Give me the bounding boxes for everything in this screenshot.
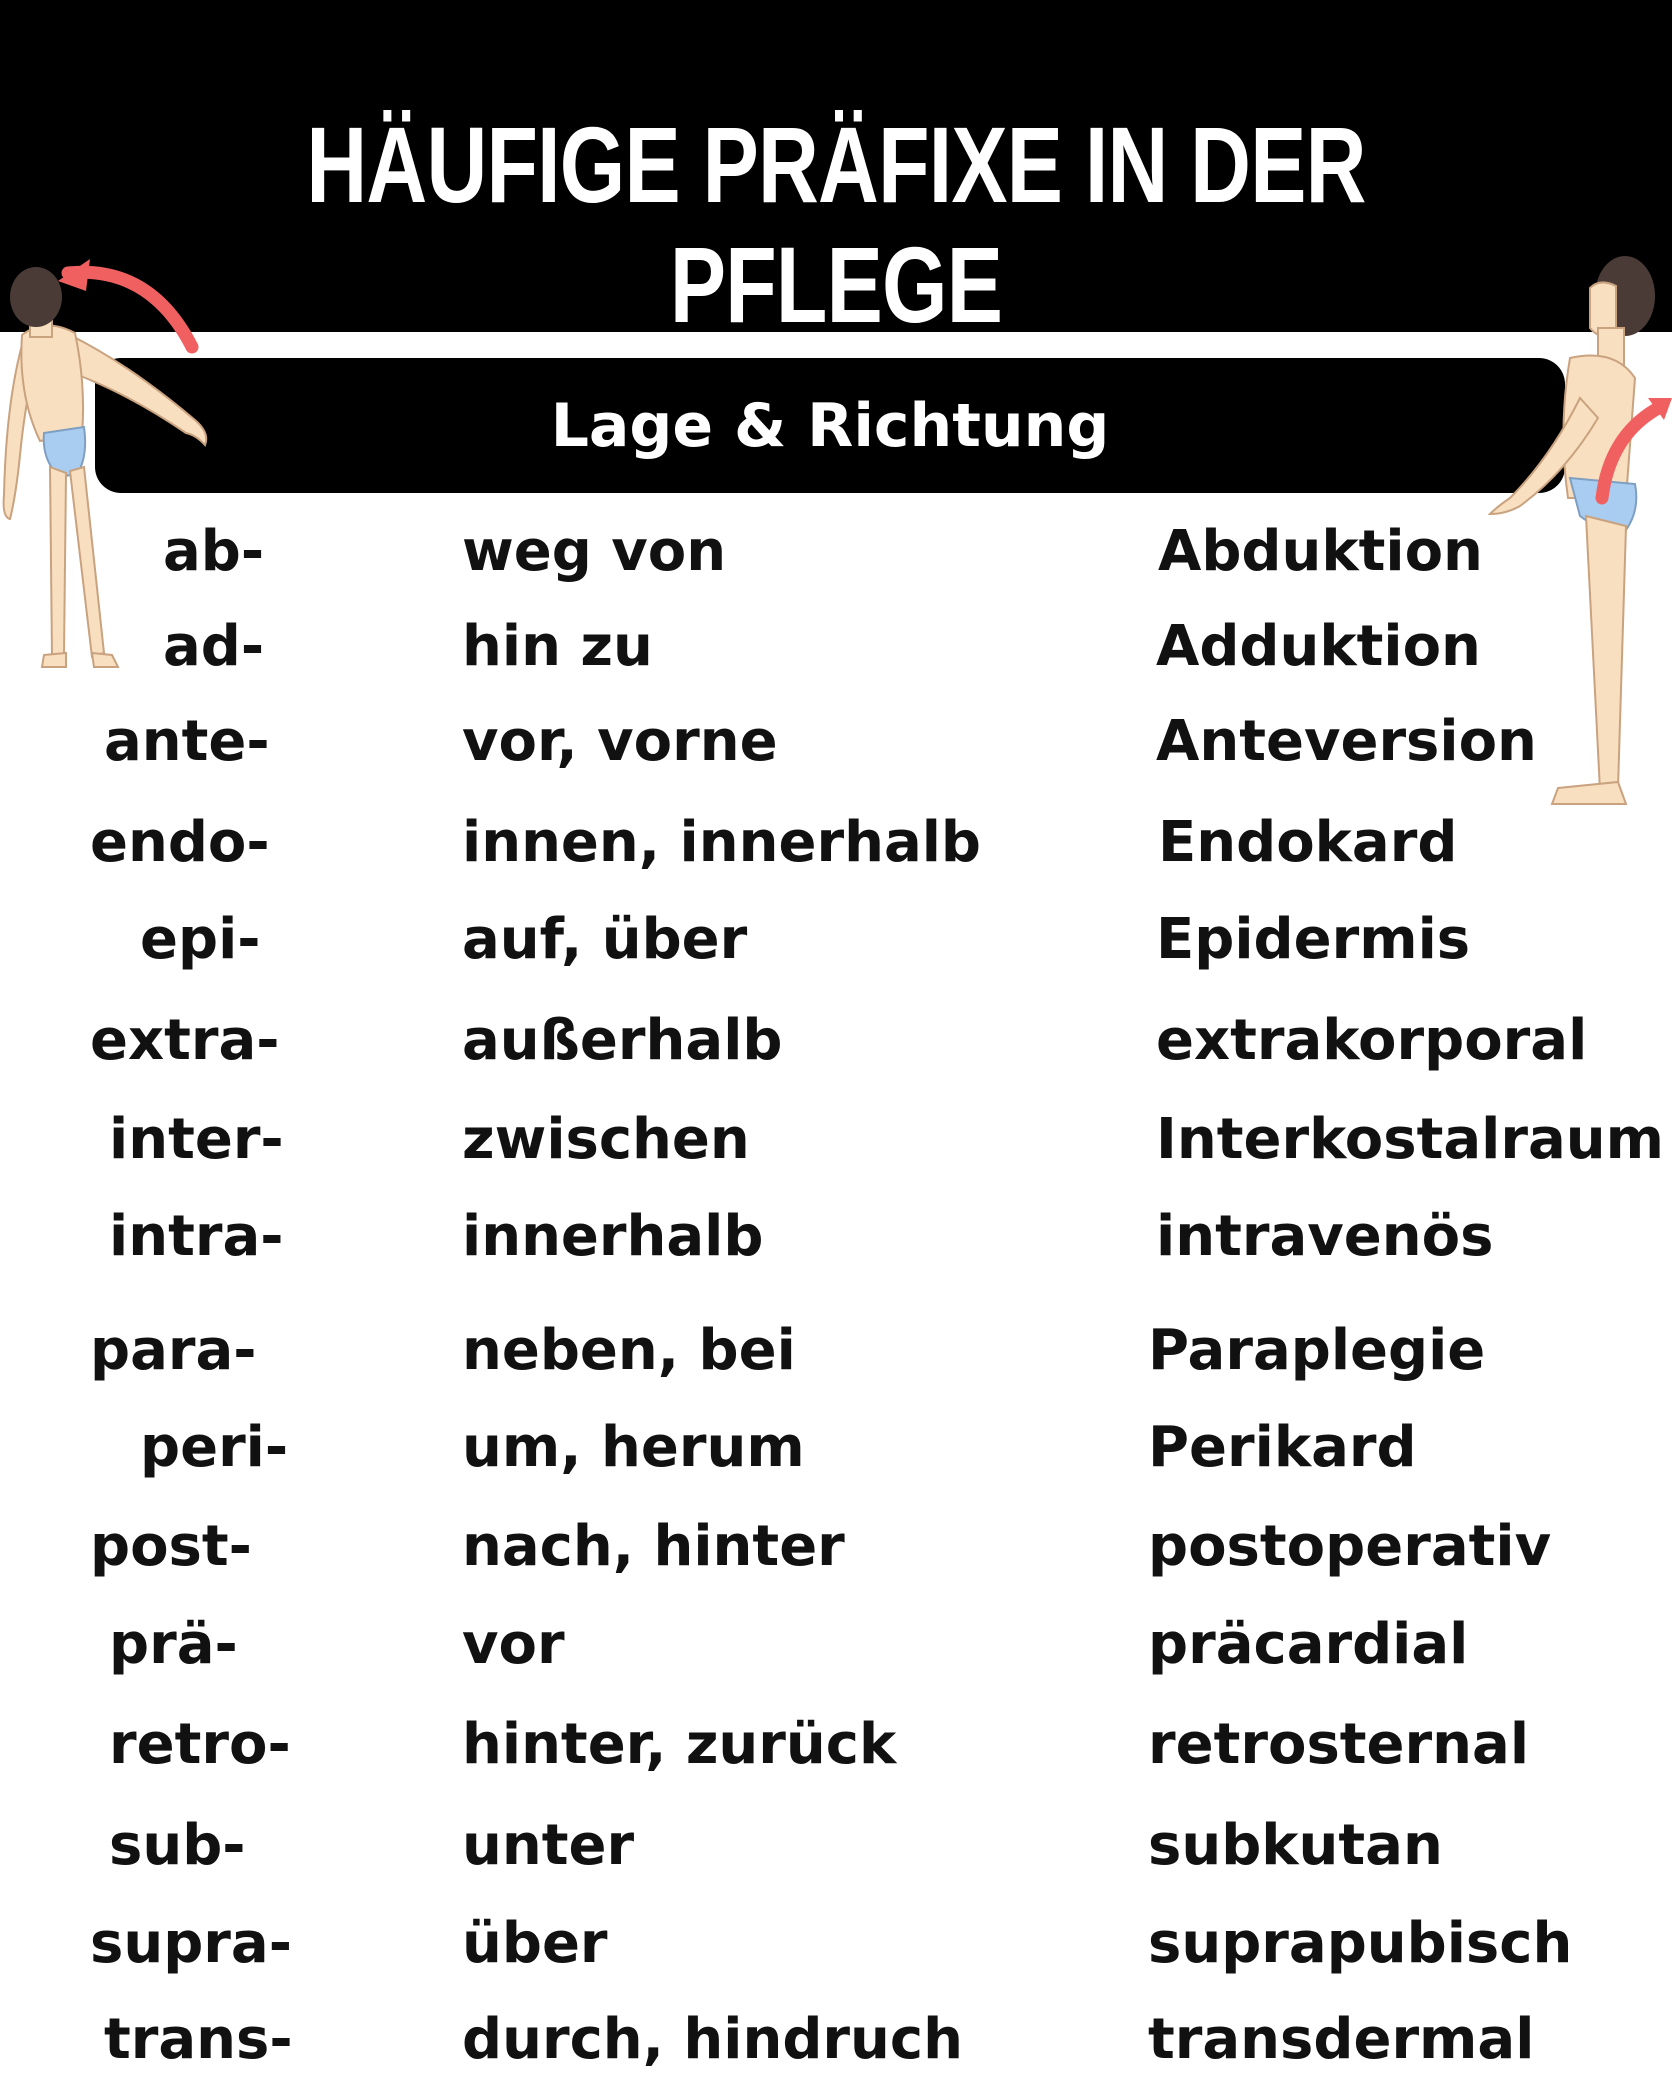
example-cell: Epidermis [1156,907,1471,972]
table-row [0,1001,1672,1081]
table-row [0,1605,1672,1685]
meaning-cell: vor, vorne [462,709,778,774]
prefix-cell: supra- [90,1911,292,1976]
section-title: Lage & Richtung [550,390,1110,461]
meaning-cell: vor [462,1612,565,1677]
table-row [0,1408,1672,1488]
example-cell: Endokard [1158,810,1458,875]
table-row [0,512,1672,592]
prefix-cell: ab- [163,519,265,584]
prefix-cell: extra- [90,1008,280,1073]
meaning-cell: hin zu [462,614,653,679]
meaning-cell: unter [462,1813,635,1878]
section-banner [95,358,1565,493]
example-cell: intravenös [1156,1204,1494,1269]
example-cell: postoperativ [1148,1514,1552,1579]
page-title: HÄUFIGE PRÄFIXE IN DER PFLEGE [306,104,1366,345]
meaning-cell: zwischen [462,1107,750,1172]
meaning-cell: nach, hinter [462,1514,845,1579]
example-cell: transdermal [1148,2007,1535,2072]
example-cell: Perikard [1148,1415,1417,1480]
table-row [0,1197,1672,1277]
example-cell: präcardial [1148,1612,1469,1677]
example-cell: extrakorporal [1156,1008,1588,1073]
prefix-cell: retro- [109,1712,291,1777]
table-row [0,803,1672,883]
meaning-cell: über [462,1911,608,1976]
title-header [0,0,1672,345]
example-cell: Adduktion [1156,614,1481,679]
prefix-cell: endo- [90,810,270,875]
table-row [0,1100,1672,1180]
prefix-cell: peri- [140,1415,289,1480]
prefix-cell: post- [90,1514,252,1579]
table-row [0,900,1672,980]
table-row [0,2000,1672,2080]
prefix-cell: ad- [163,614,265,679]
prefix-cell: prä- [109,1612,238,1677]
meaning-cell: innerhalb [462,1204,764,1269]
prefix-cell: epi- [140,907,261,972]
meaning-cell: weg von [462,519,727,584]
meaning-cell: hinter, zurück [462,1712,897,1777]
table-row [0,1311,1672,1391]
prefix-cell: sub- [109,1813,246,1878]
meaning-cell: auf, über [462,907,748,972]
meaning-cell: außerhalb [462,1008,783,1073]
prefix-cell: para- [90,1318,257,1383]
meaning-cell: neben, bei [462,1318,796,1383]
meaning-cell: durch, hindruch [462,2007,963,2072]
table-row [0,607,1672,687]
example-cell: Abduktion [1158,519,1483,584]
example-cell: retrosternal [1148,1712,1530,1777]
table-row [0,1705,1672,1785]
example-cell: Paraplegie [1148,1318,1486,1383]
meaning-cell: innen, innerhalb [462,810,982,875]
prefix-cell: intra- [109,1204,284,1269]
table-row [0,1806,1672,1886]
prefix-cell: inter- [109,1107,284,1172]
example-cell: Anteversion [1156,709,1537,774]
table-row [0,1507,1672,1587]
meaning-cell: um, herum [462,1415,805,1480]
example-cell: Interkostalraum [1156,1107,1664,1172]
example-cell: subkutan [1148,1813,1443,1878]
table-row [0,702,1672,782]
prefix-cell: ante- [104,709,270,774]
table-row [0,1904,1672,1984]
prefix-cell: trans- [104,2007,293,2072]
example-cell: suprapubisch [1148,1911,1573,1976]
